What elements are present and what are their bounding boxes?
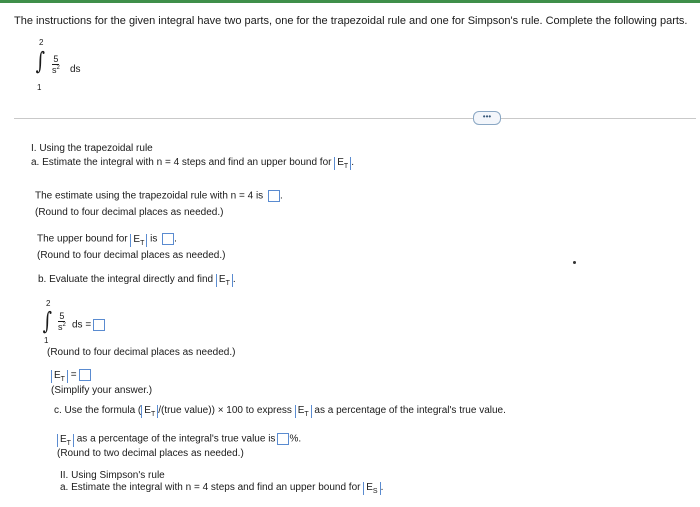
top-accent-bar (0, 0, 700, 3)
et-subscript-5: T (150, 411, 156, 418)
trap-estimate-note: (Round to four decimal places as needed.) (35, 207, 224, 218)
integrand2-fraction (58, 312, 66, 332)
part1a-prompt-text: a. Estimate the integral with n = 4 steps and find an upper bound for (31, 157, 332, 168)
integrand-exponent: 2 (56, 65, 60, 71)
et-letter-2: E (133, 233, 141, 245)
part1b-prompt: b. Evaluate the integral directly and find $E_T$ . (38, 274, 236, 287)
part1-heading: I. Using the trapezoidal rule (31, 143, 153, 154)
integral-differential: ds (70, 64, 81, 75)
part1c-prompt: c. Use the formula ( $E_T$ /(true value)) × 100 to express $E_T$ as a percentage of the integral's true value. (54, 405, 506, 418)
et-subscript-3: T (225, 280, 230, 287)
et-subscript-7: T (66, 439, 71, 447)
integral2-differential: ds (72, 319, 83, 331)
integral-value-input[interactable] (93, 319, 105, 331)
instructions-text: The instructions for the given integral have two parts, one for the trapezoidal rule and one for Simpson's rule. Complete the following parts. (14, 15, 688, 27)
integrand2-denominator: s (58, 322, 63, 332)
et-symbol-7 (57, 434, 74, 447)
integral2-upper-limit: 2 (46, 299, 51, 308)
integral-lower-limit: 1 (37, 83, 42, 92)
trap-estimate-label: The estimate using the trapezoidal rule with n = 4 is (35, 190, 264, 202)
part2a-prompt: a. Estimate the integral with n = 4 steps and find an upper bound for $E_S$ . (60, 482, 384, 495)
trap-bound-note: (Round to four decimal places as needed.) (37, 250, 226, 261)
es-symbol (363, 482, 380, 495)
trap-bound-label: The upper bound for (37, 233, 128, 245)
integrand2-exponent: 2 (62, 322, 66, 328)
et-symbol-4 (51, 370, 68, 383)
integral2-lower-limit: 1 (44, 336, 49, 345)
percent-note: (Round to two decimal places as needed.) (57, 448, 244, 459)
et-subscript-6: T (304, 411, 309, 418)
es-subscript: S (372, 488, 378, 495)
percent-sign: %. (289, 433, 302, 445)
integral2-equals: = (85, 319, 92, 331)
et-letter: E (337, 157, 344, 168)
integral-upper-limit: 2 (39, 38, 44, 47)
et-symbol-6 (295, 405, 312, 418)
et-symbol-2 (130, 234, 147, 247)
et-subscript-2: T (140, 239, 145, 247)
et-subscript-4: T (60, 375, 65, 383)
et-letter-4: E (54, 369, 61, 381)
part1c-prompt-end: as a percentage of the integral's true value. (314, 405, 506, 416)
integrand-fraction (52, 55, 60, 75)
et-letter-7: E (60, 433, 67, 445)
et-letter-5: E (144, 405, 151, 416)
et-subscript: T (343, 163, 349, 170)
trap-estimate-row: The estimate using the trapezoidal rule with n = 4 is . (35, 190, 283, 202)
et-answer-row (51, 369, 91, 383)
formula-times-100: × 100 to express (217, 405, 292, 416)
integral2-answer-row (72, 319, 105, 331)
percent-answer-row (57, 433, 301, 447)
et-value-input[interactable] (79, 369, 91, 381)
percent-answer-label: as a percentage of the integral's true value is (76, 433, 276, 445)
part2a-prompt-text: a. Estimate the integral with n = 4 steps and find an upper bound for (60, 482, 361, 493)
integrand2-numerator: 5 (59, 311, 65, 321)
et-symbol-3 (216, 274, 233, 287)
et-letter-3: E (218, 274, 226, 285)
trap-bound-is: is (150, 233, 158, 245)
integral-sign: ∫ (35, 47, 45, 75)
integrand-numerator: 5 (53, 54, 59, 64)
part1b-prompt-text: b. Evaluate the integral directly and find (38, 274, 214, 285)
integral-value-note: (Round to four decimal places as needed.) (47, 347, 236, 358)
percent-input[interactable] (277, 433, 289, 445)
et-symbol (334, 157, 351, 170)
part1c-prompt-start: c. Use the formula (54, 405, 136, 416)
trap-bound-input[interactable] (162, 233, 174, 245)
part1a-prompt: a. Estimate the integral with n = 4 steps and find an upper bound for $E_T$ . (31, 157, 354, 170)
section-divider (14, 118, 696, 119)
simplify-note: (Simplify your answer.) (51, 385, 153, 396)
et-letter-6: E (297, 405, 305, 416)
stray-dot (573, 261, 576, 264)
more-options-button[interactable]: ••• (473, 111, 501, 125)
et-symbol-5 (141, 405, 158, 418)
formula-true-value: /(true value) (158, 405, 212, 416)
trap-estimate-input[interactable] (268, 190, 280, 202)
integrand-denominator: s (52, 65, 57, 75)
trap-bound-row: The upper bound for $E_T$ is . (37, 233, 177, 247)
integral2-sign: ∫ (42, 307, 52, 335)
et-equals: = (70, 369, 77, 381)
es-letter: E (366, 482, 373, 493)
part2-heading: II. Using Simpson's rule (60, 470, 165, 481)
